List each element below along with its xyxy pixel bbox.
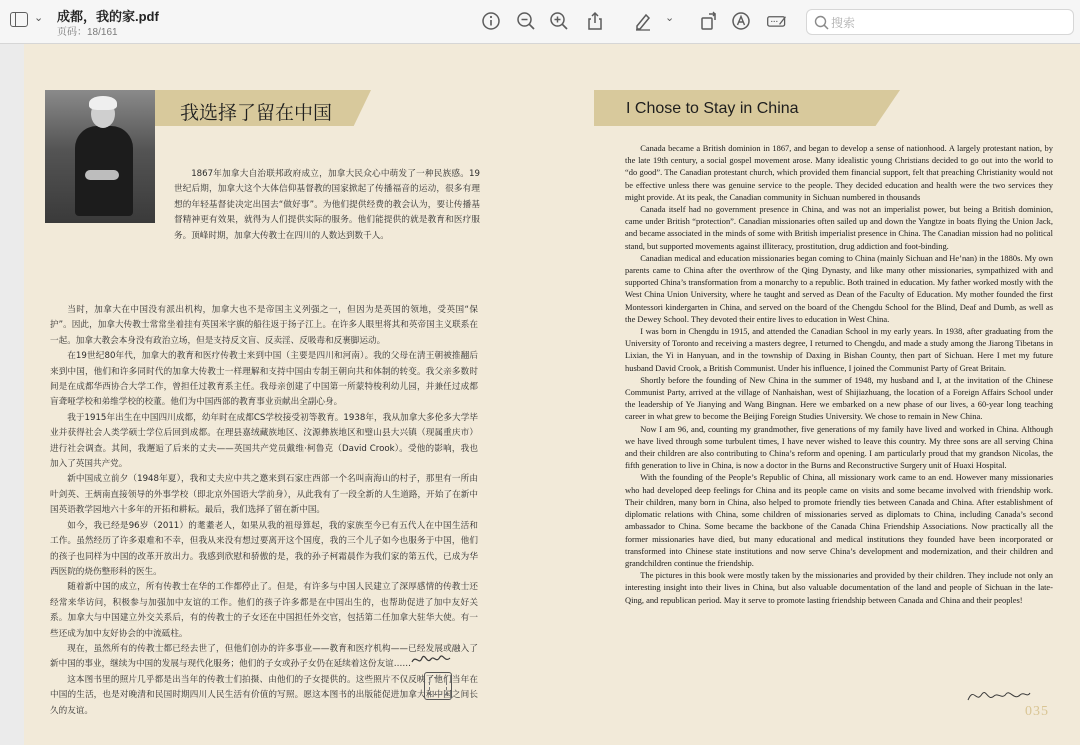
- paragraph: Canada became a British dominion in 1867, and began to develop a sense of nationhood. A largely protestant nation, by the late 19th century, a social gospel movement arose. Many idealistic young Christians decided to go out into the world to “do good”. The Canadian protestant church, which provided them financial support, felt that preaching Christianity would not be effective unless there was genuine service to the people. They decided education and health were the two services they might provide. At its peak, the Canadian community in Sichuan numbered in thousands: [625, 143, 1053, 202]
- document-title: 成都，我的家.pdf: [57, 9, 159, 24]
- search-field[interactable]: [806, 9, 1074, 35]
- info-icon[interactable]: [480, 10, 502, 32]
- search-input[interactable]: [831, 13, 1061, 33]
- rotate-icon[interactable]: [698, 10, 720, 32]
- highlight-icon[interactable]: [730, 10, 752, 32]
- paragraph: 这本图书里的照片几乎都是出当年的传教士们拍摄、由他们的子女提供的。这些照片不仅反映了他们当年在中国的生活，也是对晚清和民国时期四川人民生活有价值的写照。愿这本图书的出版能促进加拿大和中国之间长久的友谊。: [50, 674, 478, 716]
- paragraph: 新中国成立前夕（1948年夏），我和丈夫应中共之邀来到石家庄西部一个名叫南海山的村子，那里有一所由叶剑英、王炳南直接领导的外事学校（即北京外国语大学前身），从此我有了一段全新的人生道路，开始了在新中国英语教学园地六十多年的开拓和耕耘。最后，我们选择了留在新中国。: [50, 474, 478, 516]
- paragraph: With the founding of the People’s Republic of China, all missionary work came to an end. However many missionaries who had developed deep feelings for China and its people came on visits and some became involved with friendship work. Their children, many born in China, also helped to promote friendly ties between Canada and China. After establishment of diplomatic relations with China, some children of missionaries served as diplomats to China, including Canada’s second ambassador to China. Some became the backbone of the Canada China Friendship Associations. Now practically all the former missionaries have died, but many educational and medical institutions they founded have been incorporated or transformed into Chinese state institutions and now serve China’s development and modernization, and their children and grandchildren continue the friendship.: [625, 472, 1053, 568]
- english-signature: [966, 684, 1032, 706]
- english-body-text: [625, 142, 1053, 606]
- chinese-title: 我选择了留在中国: [180, 102, 333, 124]
- paragraph: Canada itself had no government presence in China, and was not an imperialist power, but being a British dominion, came under British “protection”. Canadian missionaries often sailed up and down the Yangtze in boats flying the Union Jack, and became associated in the minds of some with British imperialist presence in China. The Canadian mission had no political stand, but supported movements against illiteracy, prostitution, drug addiction and foot-binding.: [625, 204, 1053, 251]
- chinese-intro-text: [174, 167, 480, 244]
- page-number: 035: [1025, 704, 1049, 719]
- chinese-signature: [410, 650, 452, 670]
- document-viewer[interactable]: [0, 44, 1080, 745]
- annotate-icon[interactable]: [766, 10, 792, 32]
- seal-stamp: [424, 672, 452, 700]
- pdf-page: [24, 44, 1080, 745]
- page-indicator: 页码：18/161: [57, 27, 118, 38]
- chevron-down-icon[interactable]: ⌄: [665, 12, 675, 24]
- toolbar: [0, 0, 1080, 44]
- paragraph: 现在，虽然所有的传教士都已经去世了，但他们创办的许多事业——教育和医疗机构——已经发展或融入了新中国的事业，继续为中国的发展与现代化服务；他们的子女或孙子女仍在延续着这份友谊……: [50, 643, 478, 670]
- zoom-out-icon[interactable]: [515, 10, 537, 32]
- search-icon: [813, 14, 831, 32]
- share-icon[interactable]: [584, 10, 606, 32]
- paragraph: 我于1915年出生在中国四川成都，幼年时在成都CS学校接受初等教育。1938年，我从加拿大多伦多大学毕业并获得社会人类学硕士学位后回到成都。在理县嘉绒藏族地区、汶源彝族地区和璧山县大兴镇（现属重庆市）进行社会调查。其间，我邂逅了后来的丈夫——英国共产党员戴维·柯鲁克（David Crook）。受他的影响，我也加入了英国共产党。: [50, 412, 478, 470]
- english-title: I Chose to Stay in China: [626, 100, 799, 117]
- portrait-photo: [45, 90, 155, 223]
- paragraph: I was born in Chengdu in 1915, and attended the Canadian School in my early years. In 1938, after graduating from the University of Toronto and receiving a masters degree, I returned to Chengdu, and made a study among the Jiarong Tibetans in Lixian, the Yi in Hanyuan, and in the township of Daxing in Bishan County, then part of Sichuan. Here I met my future husband David Crook, a British Communist. Under his influence, I joined the Communist Party of Great Britain.: [625, 326, 1053, 373]
- chevron-down-icon[interactable]: ⌄: [34, 12, 44, 24]
- paragraph: 如今，我已经是96岁（2011）的耄耋老人，如果从我的祖母算起，我的家族至今已有五代人在中国生活和工作。虽然经历了许多艰难和不幸，但我从来没有想过要离开这个国度，我的三个儿子如今也服务于中国，他们的孩子也同样为中国的改革开放出力。我感到欣慰和骄傲的是，我的孙子柯霜晨作为我们家的第五代，已成为华西医院的烧伤整形科的医生。: [50, 520, 478, 577]
- paragraph: 随着新中国的成立，所有传教士在华的工作都停止了。但是，有许多与中国人民建立了深厚感情的传教士还经常来华访问，积极参与加强加中友谊的工作。他们的孩子许多都是在中国出生的，也帮助促进了加中友好关系。加拿大与中国建立外交关系后，有的传教士的子女还在中国担任外交官，包括第二任加拿大驻华大使。有一些还成为加中友好协会的中流砥柱。: [50, 582, 478, 639]
- paragraph: Canadian medical and education missionaries began coming to China (mainly Sichuan and He’nan) in the 1880s. My own parents came to China after the overthrow of the Qing Dynasty, and like many other missionaries, sympathized with and supported China’s transformation from a monarchy to a republic. Both trained in education. My father worked mostly with the West China Union University, where he taught and served as Dean of the Faculty of Education. My mother founded the first Montessori kindergarten in China, and served on the board of the Chengdu School for the Blind, Deaf and Dumb, as well as the Dewey School. They devoted their entire lives to education in West China.: [625, 252, 1053, 324]
- zoom-in-icon[interactable]: [548, 10, 570, 32]
- paragraph: 当时，加拿大在中国没有派出机构，加拿大也不是帝国主义列强之一，但因为是英国的领地，受英国“保护”。因此，加拿大传教士常常坐着挂有英国米字旗的船往返于扬子江上。在许多人眼里将其和英帝国主义联系在一起。加拿大教会本身没有政治立场，但是支持反文盲、反卖淫、反吸毒和反裹脚运动。: [50, 305, 478, 346]
- sidebar-icon[interactable]: [10, 12, 28, 27]
- paragraph: Now I am 96, and, counting my grandmother, five generations of my family have lived and worked in China. Although we have lived through some turbulent times, I have never wished to leave this country. My three sons are all serving China and their children are also contributing to China’s reform and opening. I am particularly proud that my grandson Nicolas, the fifth generation to live in China, is now a doctor in the Burns and Reconstructive Surgery unit of Huaxi Hospital.: [625, 423, 1053, 471]
- paragraph: Shortly before the founding of New China in the summer of 1948, my husband and I, at the invitation of the Chinese Communist Party, arrived at the village of Nanhaishan, west of Shijiazhuang, the location of a Foreign Affairs School under the leadership of Ye Jianying and Wang Bingnan. Here we embarked on a new phase of our lives, a 60-year long teaching career in what grew to become the Beijing Foreign Studies University. We chose to remain in New China.: [625, 374, 1053, 422]
- paragraph: 在19世纪80年代，加拿大的教育和医疗传教士来到中国（主要是四川和河南）。我的父母在清王朝被推翻后来到中国，他们和许多同时代的加拿大传教士一样理解和支持中国由专制王朝向共和体制的转变。我父亲多数时间是在成都华西协合大学工作，曾担任过教育系主任。我母亲创建了中国第一所蒙特梭利幼儿园，并兼任过成都盲聋哑学校和弟维学校的校董。他们为中国西部的教育事业贡献出全副心身。: [50, 351, 478, 408]
- paragraph: 1867年加拿大自治联邦政府成立，加拿大民众心中萌发了一种民族感。19世纪后期，加拿大这个大体信仰基督教的国家掀起了传播福音的运动，很多有理想的年轻基督徒决定出国去“做好事”。为他们提供经费的教会认为，要让传播基督精神更有效果，就得为人们提供实际的服务。他们能提供的就是教育和医疗服务。顶峰时期，加拿大传教士在四川的人数达到数千人。: [174, 169, 480, 241]
- paragraph: The pictures in this book were mostly taken by the missionaries and provided by their children. They include not only an interesting insight into their lives in China, but also valuable documentation of the land and people of Sichuan in the late-Qing, and republican period. May it serve to promote lasting friendship between Canada and China and their peoples!: [625, 570, 1053, 605]
- markup-pen-icon[interactable]: [632, 10, 654, 32]
